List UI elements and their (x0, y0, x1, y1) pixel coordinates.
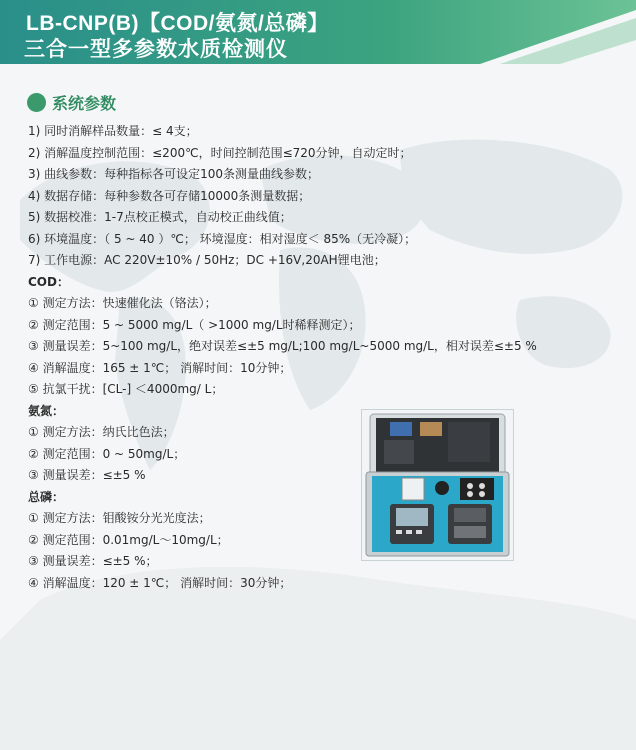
spec-line: ③ 测量误差：≤±5 %； (28, 554, 158, 568)
spec-line: 2) 消解温度控制范围：≤200℃，时间控制范围≤720分钟，自动定时； (28, 145, 412, 160)
spec-line: ③ 测量误差：≤±5 % (28, 468, 146, 482)
spec-line: 6) 环境温度：（ 5 ~ 40 ）℃； 环境湿度：相对湿度＜ 85%（无冷凝）； (28, 231, 417, 246)
spec-list (28, 121, 628, 594)
bullet-dot-icon (27, 93, 46, 112)
spec-line: 7) 工作电源：AC 220V±10% / 50Hz；DC +16V,20AH锂电池； (28, 253, 386, 267)
spec-line: ① 测定方法：钼酸铵分光光度法； (28, 511, 211, 525)
spec-group-heading: 氨氮： (28, 403, 65, 418)
spec-group-heading: 总磷： (28, 489, 65, 504)
spec-line: ② 测定范围：0 ~ 50mg/L； (28, 446, 186, 461)
product-title-model: LB-CNP(B)【COD/氨氮/总磷】 (26, 12, 329, 35)
product-title-name: 三合一型多参数水质检测仪 (24, 37, 288, 61)
product-photo (361, 409, 514, 561)
spec-line: 5) 数据校准：1-7点校正模式，自动校正曲线值； (28, 210, 292, 224)
spec-line: ① 测定方法：纳氏比色法； (28, 425, 175, 439)
header-banner (0, 0, 636, 64)
section-heading (27, 91, 116, 113)
spec-line: ② 测定范围：0.01mg/L～10mg/L； (28, 532, 229, 547)
spec-group-heading: COD： (28, 274, 69, 289)
spec-line: ③ 测量误差：5~100 mg/L，绝对误差≤±5 mg/L;100 mg/L~5000 mg/L，相对误差≤±5 % (28, 339, 537, 353)
spec-line: ⑤ 抗氯干扰：[CL-] ＜4000mg/ L； (28, 382, 224, 396)
spec-line: 3) 曲线参数：每种指标各可设定100条测量曲线参数； (28, 167, 320, 181)
spec-line: ① 测定方法：快速催化法（铬法）； (28, 296, 217, 310)
spec-line: 4) 数据存储：每种参数各可存储10000条测量数据； (28, 188, 311, 203)
spec-line: ④ 消解温度：120 ± 1℃； 消解时间：30分钟； (28, 575, 292, 590)
spec-line: 1) 同时消解样品数量：≤ 4支； (28, 124, 198, 138)
section-title: 系统参数 (52, 93, 117, 113)
spec-line: ④ 消解温度：165 ± 1℃； 消解时间：10分钟； (28, 360, 292, 375)
spec-line: ② 测定范围：5 ~ 5000 mg/L（ >1000 mg/L时稀释测定）； (28, 317, 361, 332)
